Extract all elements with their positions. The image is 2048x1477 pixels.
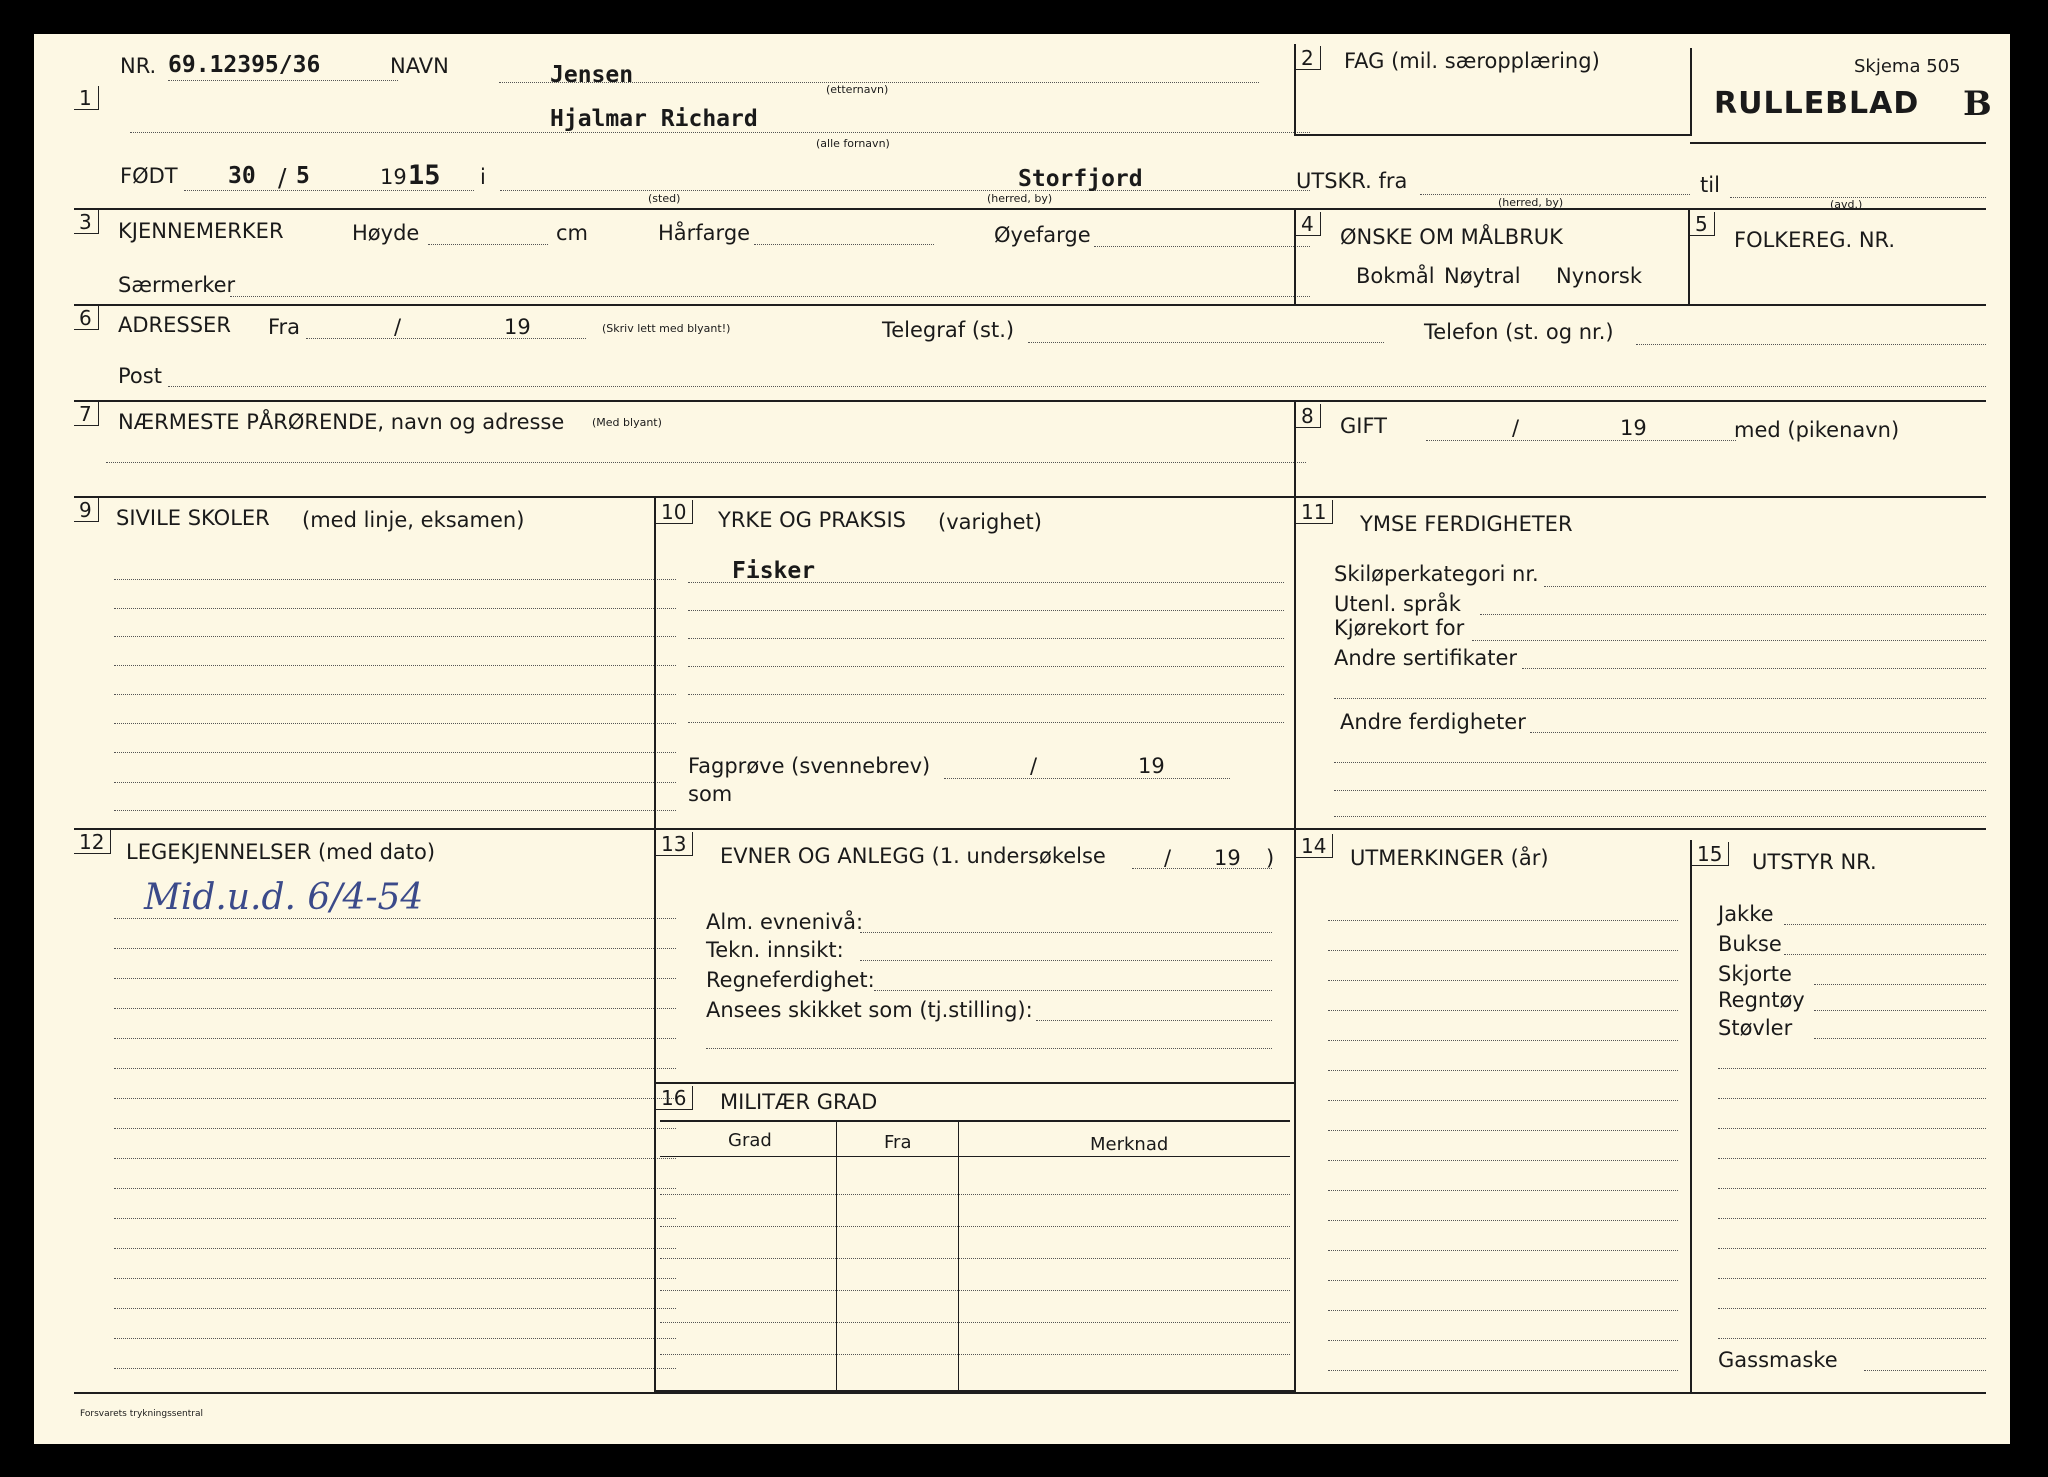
cm-label: cm — [556, 221, 589, 245]
section-6-number: 6 — [74, 306, 99, 330]
born-place: Storfjord — [1018, 166, 1143, 192]
avd-caption: (avd.) — [1830, 198, 1863, 211]
utstyr-item-4: Støvler — [1718, 1016, 1793, 1040]
navn-label: NAVN — [390, 54, 449, 78]
nr-line — [168, 80, 398, 81]
born-year-prefix: 19 — [380, 165, 407, 189]
yrke-entry: Fisker — [732, 558, 816, 584]
section-7-number: 7 — [74, 402, 99, 426]
section-1-number: 1 — [74, 86, 99, 110]
fagprove-label: Fagprøve (svennebrev) — [688, 754, 931, 778]
born-place-line — [500, 190, 1310, 191]
adresser-label: ADRESSER — [118, 313, 231, 337]
record-card — [34, 34, 2010, 1444]
utstyr-item-2: Skjorte — [1718, 962, 1792, 986]
section-15-number: 15 — [1692, 842, 1729, 866]
andre-ferdigheter-label: Andre ferdigheter — [1340, 710, 1526, 734]
evner-row-3: Ansees skikket som (tj.stilling): — [706, 998, 1033, 1022]
section-10-number: 10 — [656, 500, 693, 524]
gift-label: GIFT — [1340, 414, 1388, 438]
adresser-fra: Fra — [268, 315, 301, 339]
surname-value: Jensen — [550, 62, 634, 88]
hoyde-label: Høyde — [352, 221, 420, 245]
born-day: 30 — [228, 163, 256, 189]
section-11-number: 11 — [1296, 500, 1333, 524]
legekjennelser-label: LEGEKJENNELSER (med dato) — [126, 840, 436, 864]
legekjennelser-entry: Mid.u.d. 6/4-54 — [144, 877, 424, 918]
fagprove-slash: / — [1030, 754, 1038, 778]
section-4-number: 4 — [1296, 212, 1321, 236]
born-year-suffix: 15 — [408, 160, 441, 191]
sted-caption: (sted) — [648, 192, 681, 205]
sivile-skoler-sub: (med linje, eksamen) — [302, 508, 525, 532]
saermerker-label: Særmerker — [118, 273, 236, 297]
utskr-label: UTSKR. fra — [1296, 169, 1408, 193]
yrke-sub: (varighet) — [938, 510, 1042, 534]
born-sep: / — [278, 163, 287, 192]
ymse-row-1: Utenl. språk — [1334, 592, 1461, 616]
section-2-number: 2 — [1296, 46, 1321, 70]
adresser-19: 19 — [504, 315, 531, 339]
fag-label: FAG (mil. særopplæring) — [1344, 49, 1600, 73]
born-date-line — [184, 190, 474, 191]
militaer-col-grad: Grad — [728, 1130, 772, 1151]
section-13-number: 13 — [656, 832, 693, 856]
fagprove-som: som — [688, 782, 733, 806]
ymse-row-0: Skiløperkategori nr. — [1334, 562, 1539, 586]
adresser-note: (Skriv lett med blyant!) — [602, 322, 731, 335]
utstyr-item-1: Bukse — [1718, 932, 1782, 956]
adresser-slash: / — [394, 315, 402, 339]
section-14-number: 14 — [1296, 834, 1333, 858]
evner-row-0: Alm. evnenivå: — [706, 910, 864, 934]
gift-med-label: med (pikenavn) — [1734, 418, 1900, 442]
fagprove-19: 19 — [1138, 754, 1165, 778]
printer-credit: Forsvarets trykningssentral — [80, 1409, 203, 1419]
section-8-number: 8 — [1296, 404, 1321, 428]
telegraf-label: Telegraf (st.) — [882, 318, 1015, 342]
evner-row-1: Tekn. innsikt: — [706, 938, 844, 962]
skjema-number: Skjema 505 — [1854, 56, 1961, 77]
malbruk-nynorsk: Nynorsk — [1556, 264, 1643, 288]
section-12-number: 12 — [74, 830, 111, 854]
parorende-label: NÆRMESTE PÅRØRENDE, navn og adresse — [118, 410, 565, 434]
utskr-line — [1420, 194, 1690, 195]
born-label: FØDT — [120, 164, 178, 188]
evner-close: ) — [1266, 846, 1275, 870]
malbruk-bokmal: Bokmål — [1356, 264, 1435, 288]
evner-19: 19 — [1214, 846, 1241, 870]
gift-19: 19 — [1620, 416, 1647, 440]
militaer-grad-label: MILITÆR GRAD — [720, 1090, 878, 1114]
section-16-number: 16 — [656, 1086, 693, 1110]
harfarge-label: Hårfarge — [658, 221, 751, 245]
evner-slash: / — [1164, 846, 1172, 870]
gassmaske-label: Gassmaske — [1718, 1348, 1838, 1372]
nr-label: NR. — [120, 54, 157, 78]
ymse-label: YMSE FERDIGHETER — [1360, 512, 1573, 536]
form-letter: B — [1963, 84, 1992, 124]
born-month: 5 — [296, 163, 310, 189]
post-label: Post — [118, 364, 162, 388]
folkereg-label: FOLKEREG. NR. — [1734, 228, 1896, 252]
given-names-line — [130, 132, 1310, 133]
evner-row-2: Regneferdighet: — [706, 968, 875, 992]
utmerkinger-label: UTMERKINGER (år) — [1350, 846, 1549, 870]
gift-slash: / — [1512, 416, 1520, 440]
etternavn-caption: (etternavn) — [826, 83, 889, 96]
ymse-row-2: Kjørekort for — [1334, 616, 1465, 640]
form-title: RULLEBLAD — [1714, 86, 1920, 121]
utstyr-item-3: Regntøy — [1718, 988, 1805, 1012]
nr-value: 69.12395/36 — [168, 52, 321, 78]
born-i-label: i — [480, 165, 486, 189]
herred-caption: (herred, by) — [987, 192, 1053, 205]
malbruk-label: ØNSKE OM MÅLBRUK — [1340, 225, 1563, 249]
section-9-number: 9 — [74, 498, 99, 522]
utskr-herred-caption: (herred, by) — [1498, 196, 1564, 209]
utstyr-label: UTSTYR NR. — [1752, 850, 1877, 874]
parorende-note: (Med blyant) — [592, 416, 662, 429]
section-3-number: 3 — [74, 210, 99, 234]
militaer-col-fra: Fra — [884, 1132, 912, 1153]
til-label: til — [1700, 173, 1720, 197]
telefon-label: Telefon (st. og nr.) — [1424, 320, 1614, 344]
yrke-label: YRKE OG PRAKSIS — [718, 508, 907, 532]
ymse-row-3: Andre sertifikater — [1334, 646, 1518, 670]
kjennemerker-label: KJENNEMERKER — [118, 219, 284, 243]
utstyr-item-0: Jakke — [1718, 902, 1774, 926]
sivile-skoler-label: SIVILE SKOLER — [116, 506, 270, 530]
oyefarge-label: Øyefarge — [994, 223, 1091, 247]
section-5-number: 5 — [1690, 212, 1715, 236]
evner-label: EVNER OG ANLEGG (1. undersøkelse — [720, 844, 1106, 868]
malbruk-noytral: Nøytral — [1444, 264, 1521, 288]
fornavn-caption: (alle fornavn) — [816, 137, 890, 150]
militaer-col-merknad: Merknad — [1090, 1134, 1169, 1155]
given-names-value: Hjalmar Richard — [550, 106, 758, 132]
